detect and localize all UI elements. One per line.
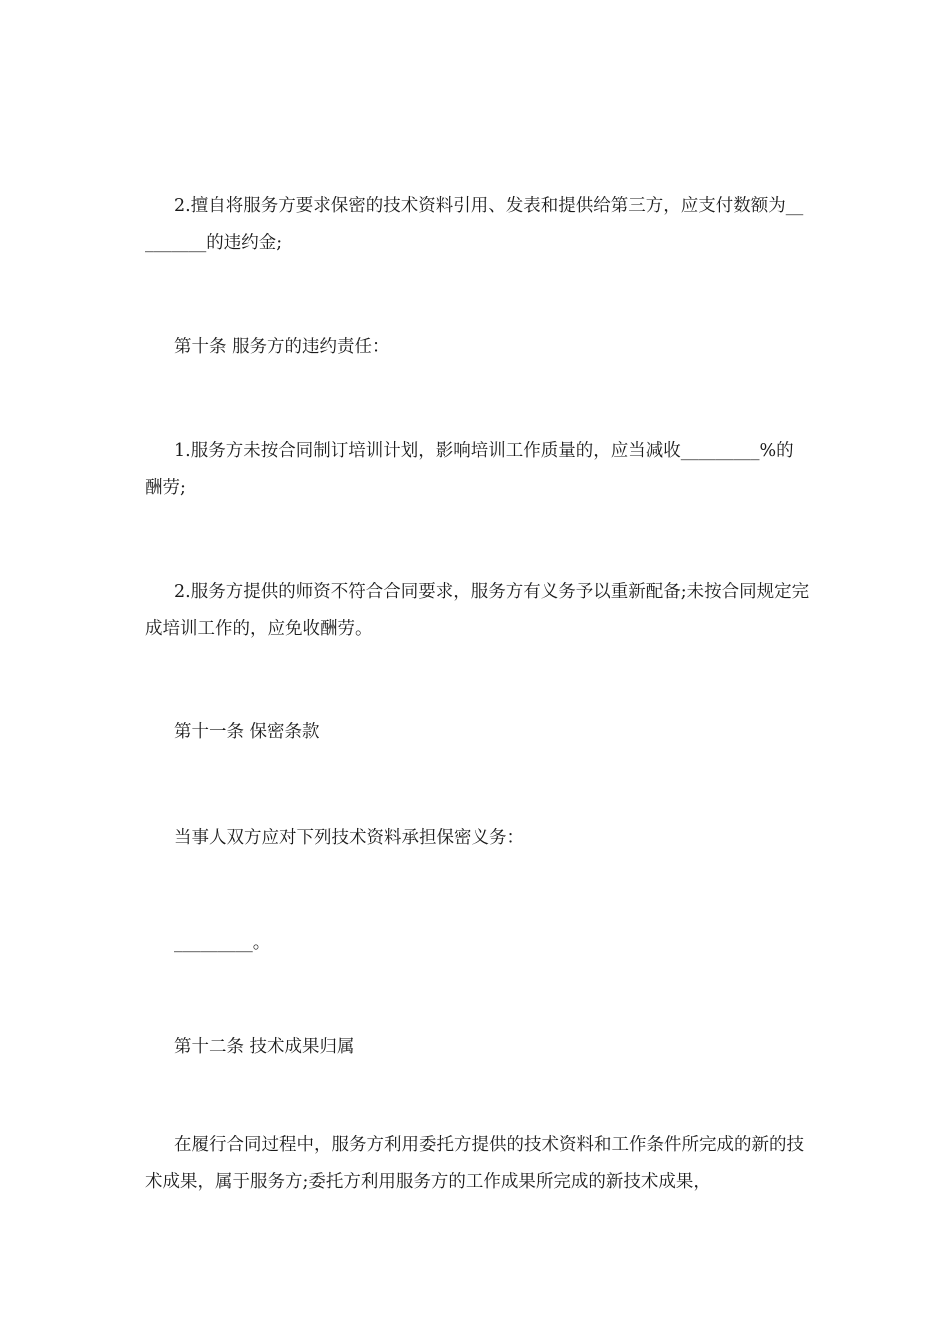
clause-11-blank: _________。: [174, 933, 271, 953]
clause-12-heading: 第十二条 技术成果归属: [174, 1037, 355, 1057]
clause-10-heading: 第十条 服务方的违约责任：: [174, 337, 390, 357]
clause-10-item-2: 2.服务方提供的师资不符合合同要求，服务方有义务予以重新配备;未按合同规定完成培训工作的，应免收酬劳。: [145, 582, 810, 639]
clause-9-item-2: 2.擅自将服务方要求保密的技术资料引用、发表和提供给第三方，应支付数额为_________的违约金;: [145, 196, 804, 253]
clause-11-heading: 第十一条 保密条款: [174, 722, 320, 742]
clause-11-body: 当事人双方应对下列技术资料承担保密义务：: [174, 828, 524, 848]
clause-12-body: 在履行合同过程中，服务方利用委托方提供的技术资料和工作条件所完成的新的技术成果，属于服务方;委托方利用服务方的工作成果所完成的新技术成果，: [145, 1135, 804, 1192]
clause-10-item-1: 1.服务方未按合同制订培训计划，影响培训工作质量的，应当减收_________%的酬劳;: [145, 441, 794, 498]
